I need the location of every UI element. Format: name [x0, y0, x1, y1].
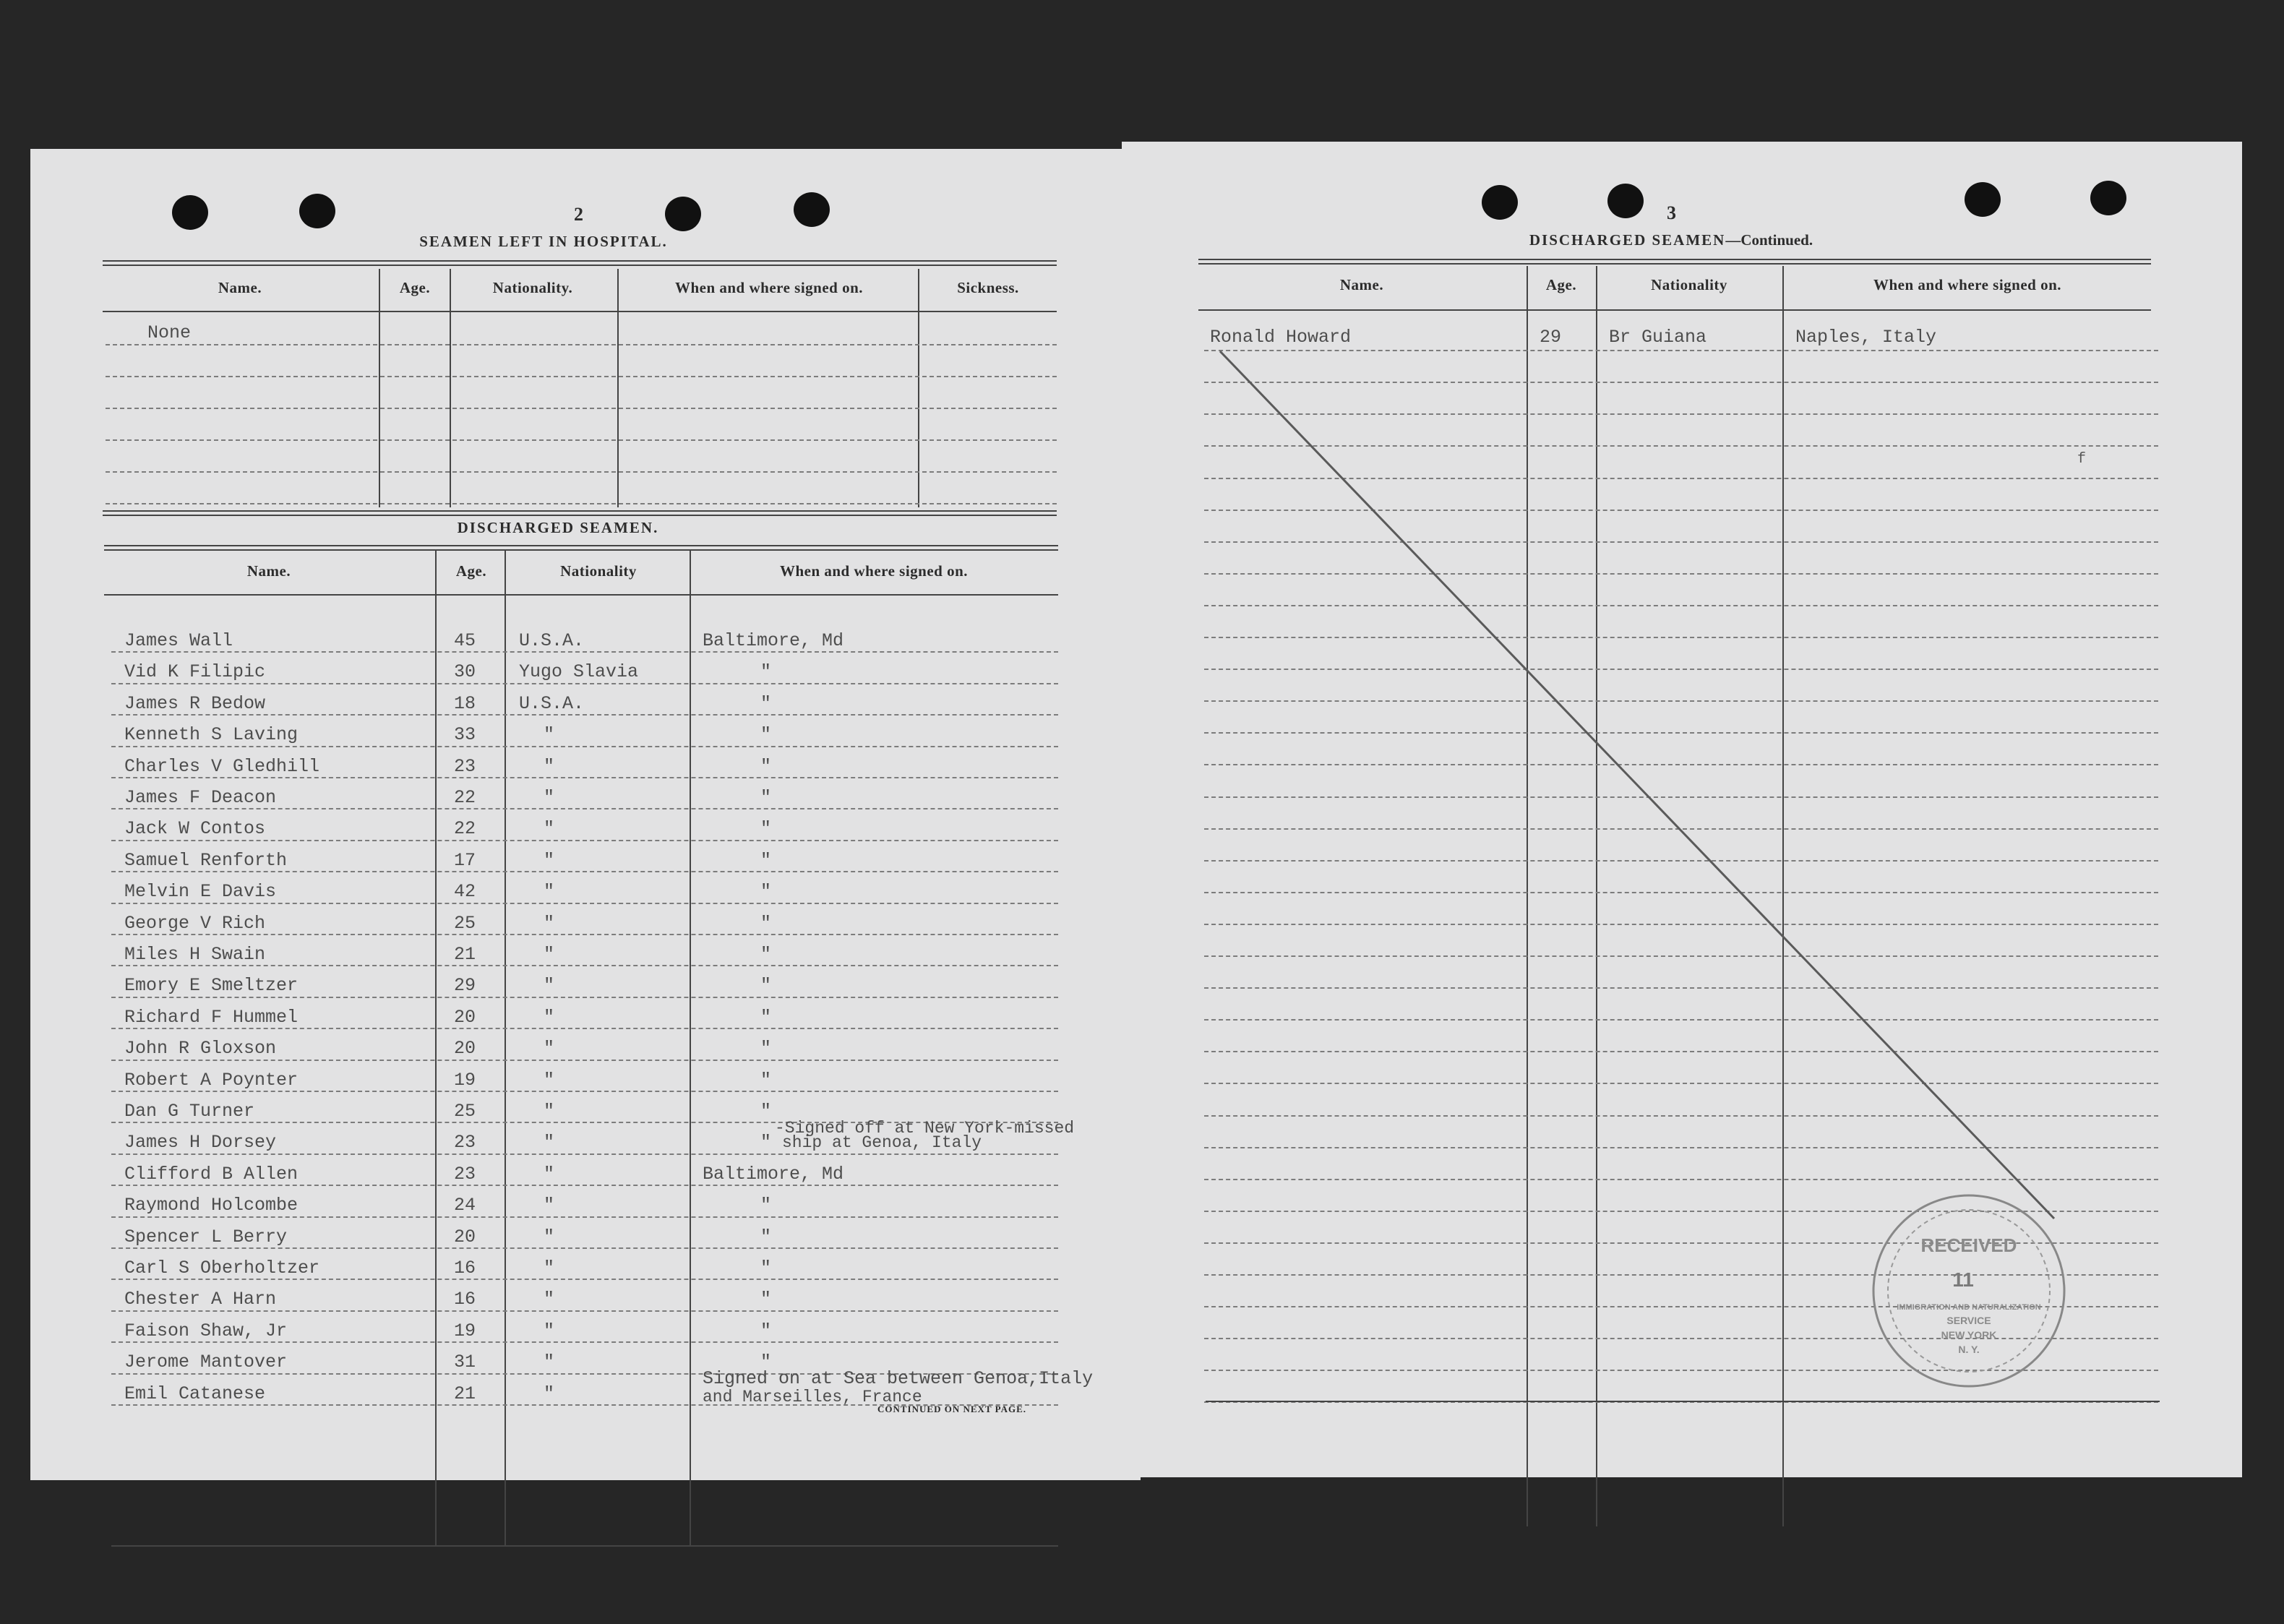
cell-name: Raymond Holcombe	[124, 1195, 299, 1216]
title-main: DISCHARGED SEAMEN	[1529, 231, 1726, 249]
punch-hole	[794, 192, 830, 227]
cell-nationality: "	[544, 818, 555, 839]
cell-nationality: "	[544, 975, 555, 996]
cell-signed-on: "	[760, 1007, 772, 1028]
column-header-signed-on: When and where signed on.	[1873, 276, 2062, 293]
cell-nationality: "	[544, 1101, 555, 1122]
page-number: 3	[1667, 202, 1676, 223]
signed-on-note: ship at Genoa, Italy	[782, 1133, 982, 1152]
cell-signed-on: Baltimore, Md	[703, 630, 844, 651]
cell-nationality: Br Guiana	[1609, 327, 1707, 348]
cell-name: Vid K Filipic	[124, 661, 266, 682]
column-header-signed-on: When and where signed on.	[779, 562, 969, 580]
column-header-name: Name.	[1339, 276, 1384, 293]
cell-signed-on: Baltimore, Md	[703, 1164, 844, 1185]
row-line	[111, 1279, 1058, 1280]
cell-nationality: "	[544, 1320, 555, 1341]
row-line	[111, 1216, 1058, 1218]
cell-signed-on: "	[760, 1132, 772, 1153]
row-line	[111, 714, 1058, 716]
column-header-age: Age.	[399, 279, 431, 296]
row-line	[111, 651, 1058, 653]
discharged-section-title: DISCHARGED SEAMEN.	[457, 519, 659, 536]
cell-name: Clifford B Allen	[124, 1164, 299, 1185]
cell-name: Ronald Howard	[1210, 327, 1352, 348]
header-rule	[104, 594, 1058, 596]
cell-nationality: "	[544, 1132, 555, 1153]
row-line	[106, 503, 1057, 504]
cell-signed-on: "	[760, 1289, 772, 1310]
punch-hole	[665, 197, 701, 231]
cell-age: 22	[454, 818, 476, 839]
cell-signed-on: "	[760, 1258, 772, 1279]
punch-hole	[172, 195, 208, 230]
stamp-agency: IMMIGRATION AND NATURALIZATION	[1897, 1303, 2041, 1312]
cell-name: Carl S Oberholtzer	[124, 1258, 320, 1279]
cell-nationality: "	[544, 756, 555, 777]
row-line	[111, 997, 1058, 998]
row-line	[111, 1341, 1058, 1343]
cell-signed-on: "	[760, 756, 772, 777]
cell-name: Emil Catanese	[124, 1383, 266, 1404]
cell-age: 19	[454, 1320, 476, 1341]
continued-note: CONTINUED ON NEXT PAGE.	[877, 1404, 1026, 1414]
cell-age: 33	[454, 724, 476, 745]
row-line	[111, 777, 1058, 778]
cell-signed-on: "	[760, 1320, 772, 1341]
cell-name: James R Bedow	[124, 693, 266, 714]
cell-nationality: "	[544, 944, 555, 965]
cell-signed-on: "	[760, 1101, 772, 1122]
cell-nationality: "	[544, 1352, 555, 1372]
table-bottom-rule	[111, 1545, 1058, 1547]
cell-nationality: "	[544, 1258, 555, 1279]
row-line	[111, 1060, 1058, 1061]
column-header-name: Name.	[246, 562, 291, 580]
left-page	[30, 149, 1141, 1480]
cell-signed-on: "	[760, 913, 772, 934]
cell-name: Chester A Harn	[124, 1289, 277, 1310]
cell-nationality: "	[544, 724, 555, 745]
cell-age: 42	[454, 881, 476, 902]
cell-nationality: "	[544, 1289, 555, 1310]
row-line	[106, 408, 1057, 409]
stamp-city: NEW YORK	[1941, 1329, 1997, 1341]
hospital-entry: None	[147, 322, 192, 343]
row-line	[111, 683, 1058, 684]
cell-signed-on: Naples, Italy	[1795, 327, 1937, 348]
stamp-day: 11	[1952, 1268, 1974, 1291]
cell-name: Miles H Swain	[124, 944, 266, 965]
column-header-signed-on: When and where signed on.	[674, 279, 864, 296]
cell-signed-on: "	[760, 724, 772, 745]
cell-name: Kenneth S Laving	[124, 724, 299, 745]
cell-age: 23	[454, 1132, 476, 1153]
hospital-section-title: SEAMEN LEFT IN HOSPITAL.	[419, 233, 668, 250]
cell-age: 25	[454, 1101, 476, 1122]
cell-name: James H Dorsey	[124, 1132, 277, 1153]
row-line	[111, 1091, 1058, 1092]
cell-signed-on: "	[760, 850, 772, 871]
cell-signed-on: "	[760, 1226, 772, 1247]
cell-name: James F Deacon	[124, 787, 277, 808]
cell-nationality: "	[544, 1195, 555, 1216]
column-header-nationality: Nationality	[1651, 276, 1727, 293]
cell-nationality: "	[544, 1007, 555, 1028]
header-rule	[103, 311, 1057, 312]
column-header-age: Age.	[455, 562, 487, 580]
cell-nationality: "	[544, 787, 555, 808]
page-number: 2	[574, 204, 583, 225]
cell-age: 17	[454, 850, 476, 871]
row-line	[111, 746, 1058, 747]
cell-age: 19	[454, 1070, 476, 1091]
cell-nationality: "	[544, 1164, 555, 1185]
cell-signed-on: "	[760, 881, 772, 902]
cell-signed-on: "	[760, 1070, 772, 1091]
punch-hole	[299, 194, 335, 228]
cell-nationality: U.S.A.	[519, 630, 585, 651]
cell-name: Dan G Turner	[124, 1101, 255, 1122]
cell-age: 29	[454, 975, 476, 996]
row-line	[111, 903, 1058, 904]
cell-signed-on: "	[760, 1038, 772, 1059]
stamp-state: N. Y.	[1958, 1344, 1980, 1355]
row-line	[111, 1310, 1058, 1312]
column-divider	[690, 551, 691, 1545]
cell-signed-on: Signed on at Sea between Genoa,Italy	[703, 1368, 1094, 1389]
signed-on-note: -Signed off at New York-missed	[775, 1119, 1075, 1138]
row-line	[106, 439, 1057, 441]
cell-nationality: "	[544, 913, 555, 934]
row-line	[111, 1247, 1058, 1249]
column-header-nationality: Nationality	[560, 562, 637, 580]
cell-age: 20	[454, 1226, 476, 1247]
cell-age: 30	[454, 661, 476, 682]
cell-age: 24	[454, 1195, 476, 1216]
table-rule	[103, 260, 1057, 266]
right-page	[1122, 142, 2242, 1477]
row-line	[106, 344, 1057, 345]
cell-signed-on: "	[760, 787, 772, 808]
cell-age: 21	[454, 944, 476, 965]
cell-signed-on: "	[760, 693, 772, 714]
cell-name: George V Rich	[124, 913, 266, 934]
table-rule	[104, 545, 1058, 551]
cell-nationality: Yugo Slavia	[519, 661, 639, 682]
cell-nationality: "	[544, 881, 555, 902]
row-line	[111, 1028, 1058, 1029]
column-header-name: Name.	[218, 279, 262, 296]
cell-age: 45	[454, 630, 476, 651]
column-header-age: Age.	[1545, 276, 1577, 293]
pencil-mark: f	[2077, 451, 2087, 468]
row-line	[111, 871, 1058, 872]
cell-age: 20	[454, 1007, 476, 1028]
row-line	[111, 808, 1058, 809]
column-header-nationality: Nationality.	[492, 279, 573, 296]
row-line	[106, 376, 1057, 377]
row-line	[111, 965, 1058, 966]
cell-signed-on: "	[760, 1195, 772, 1216]
cell-signed-on: "	[760, 975, 772, 996]
cell-signed-on: "	[760, 944, 772, 965]
cell-name: Emory E Smeltzer	[124, 975, 299, 996]
cell-nationality: U.S.A.	[519, 693, 585, 714]
cell-nationality: "	[544, 850, 555, 871]
cell-name: John R Gloxson	[124, 1038, 277, 1059]
cell-age: 29	[1540, 327, 1562, 348]
cell-name: James Wall	[124, 630, 233, 651]
signed-on-note: and Marseilles, France	[703, 1388, 922, 1406]
title-continued: —Continued.	[1725, 231, 1813, 249]
stamp-received: RECEIVED	[1920, 1234, 2017, 1256]
row-line	[106, 471, 1057, 473]
cell-age: 20	[454, 1038, 476, 1059]
cell-name: Spencer L Berry	[124, 1226, 288, 1247]
received-stamp	[1856, 1182, 2085, 1399]
cell-nationality: "	[544, 1070, 555, 1091]
cell-signed-on: "	[760, 818, 772, 839]
cell-nationality: "	[544, 1383, 555, 1404]
cell-age: 18	[454, 693, 476, 714]
cell-age: 25	[454, 913, 476, 934]
cell-age: 31	[454, 1352, 476, 1372]
table-rule	[103, 510, 1057, 516]
column-divider	[435, 551, 437, 1545]
cell-name: Robert A Poynter	[124, 1070, 299, 1091]
cell-age: 23	[454, 756, 476, 777]
cell-age: 23	[454, 1164, 476, 1185]
cell-age: 16	[454, 1258, 476, 1279]
cell-name: Jerome Mantover	[124, 1352, 288, 1372]
cell-nationality: "	[544, 1226, 555, 1247]
stamp-service: SERVICE	[1946, 1315, 1991, 1326]
cell-nationality: "	[544, 1038, 555, 1059]
cell-name: Samuel Renforth	[124, 850, 288, 871]
cell-name: Melvin E Davis	[124, 881, 277, 902]
column-divider	[505, 551, 506, 1545]
cell-age: 21	[454, 1383, 476, 1404]
cell-signed-on: "	[760, 661, 772, 682]
row-line	[111, 840, 1058, 841]
cell-age: 16	[454, 1289, 476, 1310]
row-line	[111, 1185, 1058, 1186]
cell-age: 22	[454, 787, 476, 808]
cell-signed-on: "	[760, 1352, 772, 1372]
row-line	[111, 934, 1058, 935]
cell-name: Faison Shaw, Jr	[124, 1320, 288, 1341]
cell-name: Charles V Gledhill	[124, 756, 320, 777]
cell-name: Richard F Hummel	[124, 1007, 299, 1028]
column-header-sickness: Sickness.	[957, 279, 1019, 296]
cell-name: Jack W Contos	[124, 818, 266, 839]
row-line	[111, 1153, 1058, 1155]
